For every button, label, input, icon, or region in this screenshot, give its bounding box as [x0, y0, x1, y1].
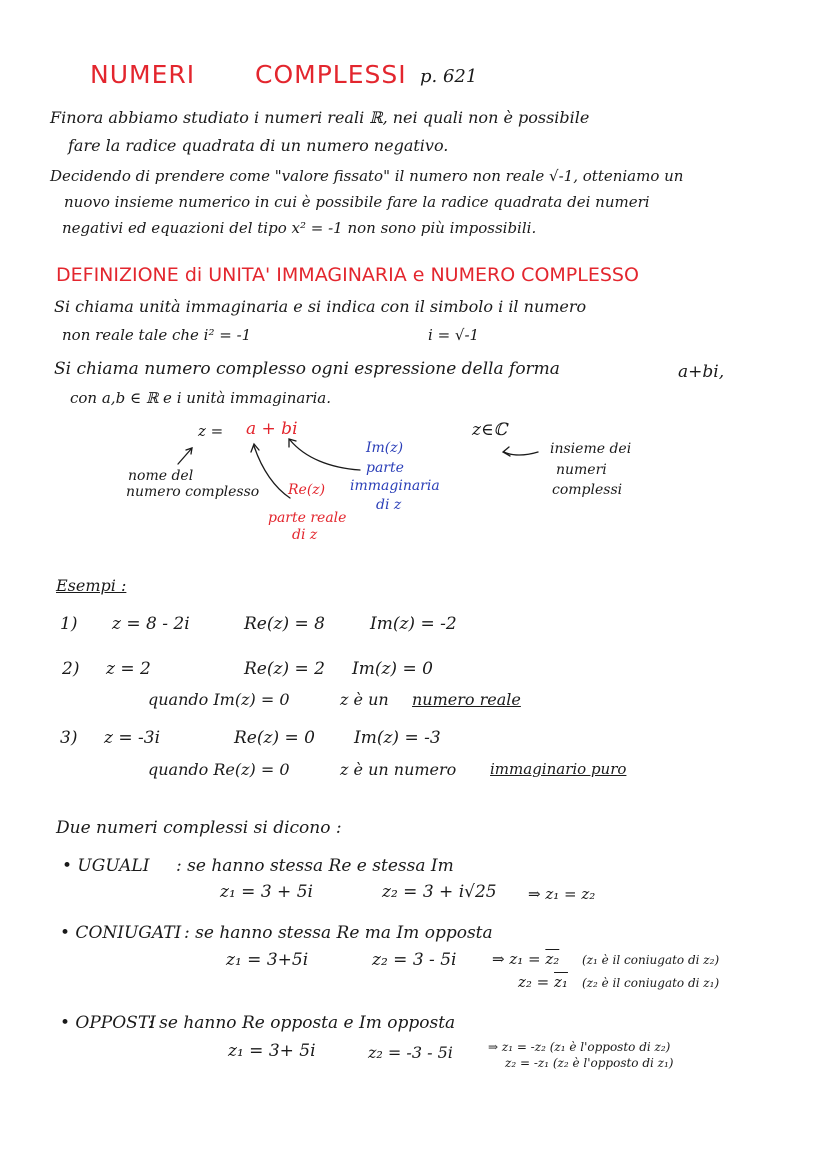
opposti-z1: z₁ = 3+ 5i	[228, 1041, 316, 1061]
coniugati-label: • CONIUGATI	[60, 923, 182, 943]
example-3-z: z = -3i	[104, 728, 161, 748]
definition-line-3: Si chiama numero complesso ogni espressione della forma	[54, 359, 560, 379]
diagram-im-desc-1: parte	[366, 460, 404, 476]
diagram-set-2: numeri	[556, 462, 607, 478]
example-2-re: Re(z) = 2	[244, 659, 325, 679]
example-3-number: 3)	[60, 728, 78, 748]
definition-heading: DEFINIZIONE di UNITA' IMMAGINARIA e NUMERO COMPLESSO	[56, 264, 639, 286]
example-1-re: Re(z) = 8	[244, 614, 325, 634]
example-3-note: z è un numero	[340, 760, 457, 779]
diagram-set-1: insieme dei	[550, 441, 632, 457]
examples-heading: Esempi :	[56, 576, 127, 595]
set-arrow	[504, 452, 538, 455]
relations-heading: Due numeri complessi si dicono :	[56, 818, 342, 838]
diagram-im-label: Im(z)	[366, 440, 404, 456]
diagram-re-desc-2: di z	[292, 527, 318, 543]
definition-line-2: non reale tale che i² = -1	[62, 326, 252, 344]
opposti-z2: z₂ = -3 - 5i	[368, 1043, 453, 1062]
imaginary-unit-formula: i = √-1	[428, 326, 480, 344]
example-1-z: z = 8 - 2i	[112, 614, 190, 634]
coniugati-description: : se hanno stessa Re ma Im opposta	[184, 923, 493, 943]
diagram-a-plus-bi: a + bi	[246, 419, 298, 439]
coniugati-z2: z₂ = 3 - 5i	[372, 950, 457, 970]
title-numeri: NUMERI	[90, 60, 196, 89]
intro-line-3: Decidendo di prendere come "valore fissato" il numero non reale √-1, otteniamo un	[50, 167, 684, 185]
diagram-set-symbol: z∈ℂ	[472, 420, 508, 440]
definition-line-4: con a,b ∈ ℝ e i unità immaginaria.	[70, 389, 331, 407]
page-reference: p. 621	[420, 66, 478, 87]
example-2-z: z = 2	[106, 659, 151, 679]
diagram-re-label: Re(z)	[288, 482, 326, 498]
re-arrow	[254, 446, 290, 498]
example-3-condition: quando Re(z) = 0	[148, 760, 290, 779]
diagram-re-desc-1: parte reale	[268, 510, 347, 526]
coniugati-result-2: z₂ = z₁	[518, 973, 568, 991]
example-3-im: Im(z) = -3	[354, 728, 441, 748]
opposti-description: : se hanno Re opposta e Im opposta	[148, 1013, 456, 1033]
uguali-label: • UGUALI	[62, 856, 150, 876]
im-arrow	[290, 440, 360, 470]
uguali-z1: z₁ = 3 + 5i	[220, 882, 313, 902]
definition-line-1: Si chiama unità immaginaria e si indica con il simbolo i il numero	[54, 297, 587, 316]
diagram-name-1: nome del	[128, 468, 194, 484]
opposti-result-1: ⇒ z₁ = -z₂ (z₁ è l'opposto di z₂)	[488, 1040, 671, 1054]
diagram-set-3: complessi	[552, 482, 623, 498]
coniugati-z1: z₁ = 3+5i	[226, 950, 309, 970]
example-2-note: z è un	[340, 690, 389, 709]
uguali-result: ⇒ z₁ = z₂	[528, 885, 596, 903]
intro-line-2: fare la radice quadrata di un numero negativo.	[68, 136, 449, 155]
uguali-z2: z₂ = 3 + i√25	[382, 882, 497, 902]
diagram-im-desc-3: di z	[376, 497, 402, 513]
example-2-emphasis: numero reale	[412, 690, 521, 709]
title-complessi: COMPLESSI	[255, 60, 407, 89]
intro-line-4: nuovo insieme numerico in cui è possibile fare la radice quadrata dei numeri	[64, 193, 650, 211]
opposti-label: • OPPOSTI	[60, 1013, 156, 1033]
example-1-number: 1)	[60, 614, 78, 634]
example-1-im: Im(z) = -2	[370, 614, 457, 634]
diagram-name-2: numero complesso	[126, 484, 260, 500]
uguali-description: : se hanno stessa Re e stessa Im	[176, 856, 454, 876]
set-arrowhead	[503, 447, 510, 456]
diagram-z-equals: z =	[198, 422, 224, 440]
name-arrow	[178, 448, 192, 464]
intro-line-1: Finora abbiamo studiato i numeri reali ℝ, nei quali non è possibile	[50, 108, 590, 127]
example-2-condition: quando Im(z) = 0	[148, 690, 290, 709]
example-3-re: Re(z) = 0	[234, 728, 315, 748]
opposti-result-2: z₂ = -z₁ (z₂ è l'opposto di z₁)	[505, 1056, 674, 1070]
coniugati-note-1: (z₁ è il coniugato di z₂)	[582, 953, 720, 967]
example-2-number: 2)	[62, 659, 80, 679]
complex-form-formula: a+bi,	[678, 362, 725, 382]
example-2-im: Im(z) = 0	[352, 659, 433, 679]
diagram-im-desc-2: immaginaria	[350, 478, 440, 494]
intro-line-5: negativi ed equazioni del tipo x² = -1 non sono più impossibili.	[62, 219, 537, 237]
coniugati-note-2: (z₂ è il coniugato di z₁)	[582, 976, 720, 990]
coniugati-result-1: ⇒ z₁ = z₂	[492, 950, 560, 968]
example-3-emphasis: immaginario puro	[490, 760, 627, 778]
